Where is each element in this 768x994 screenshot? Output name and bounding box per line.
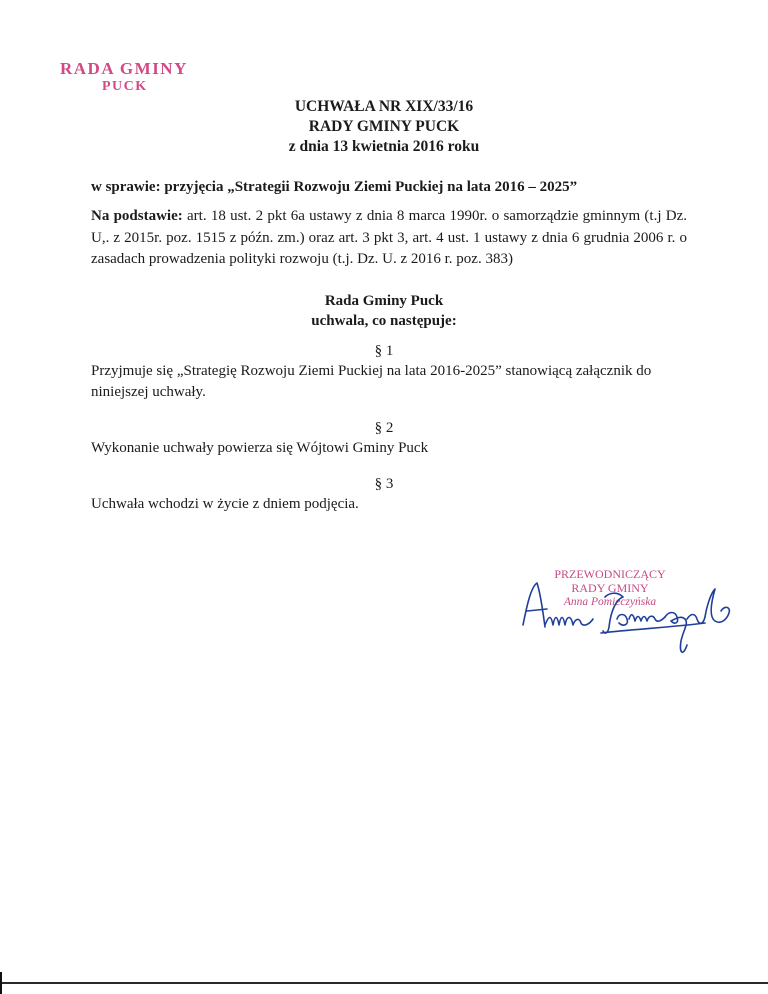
legal-basis — [91, 206, 687, 271]
resolution-subject: w sprawie: przyjęcia „Strategii Rozwoju Ziemi Puckiej na lata 2016 – 2025” — [91, 179, 578, 195]
legal-basis-text: art. 18 ust. 2 pkt 6a ustawy z dnia 8 marca 1990r. o samorządzie gminnym (t.j Dz. U,. z 2015r. poz. 1515 z późn. zm.) oraz art. 3 pkt 3, art. 4 ust. 1 ustawy z dnia 6 grudnia 2006 r. o zasadach prowadzenia polityki rozwoju (t.j. Dz. U. z 2016 r. poz. 383) — [91, 208, 687, 267]
council-stamp — [60, 60, 188, 96]
council-stamp-line1: RADA GMINY — [60, 59, 188, 78]
decree-line2: uchwala, co następuje: — [311, 313, 457, 329]
resolution-number: UCHWAŁA NR XIX/33/16 — [294, 98, 474, 115]
scan-edge-mark — [0, 972, 2, 994]
paragraph-3-text: Uchwała wchodzi w życie z dniem podjęcia. — [91, 496, 359, 512]
scan-bottom-edge — [0, 982, 768, 984]
paragraph-1-text: Przyjmuje się „Strategię Rozwoju Ziemi Puckiej na lata 2016-2025” stanowiącą załącznik do niniejszej uchwały. — [91, 363, 652, 400]
resolution-title — [0, 97, 768, 157]
resolution-issuer: RADY GMINY PUCK — [308, 118, 460, 135]
resolution-date: z dnia 13 kwietnia 2016 roku — [288, 138, 480, 155]
chairperson-stamp-line2: RADY GMINY — [571, 581, 649, 595]
decree-line1: Rada Gminy Puck — [324, 293, 444, 309]
chairperson-name: Anna Pomieczyńska — [563, 596, 657, 608]
paragraph-3-mark: § 3 — [374, 476, 394, 492]
paragraph-2-text: Wykonanie uchwały powierza się Wójtowi Gminy Puck — [91, 440, 429, 456]
decree-heading — [0, 291, 768, 331]
handwritten-signature — [505, 575, 755, 665]
paragraph-2-mark: § 2 — [374, 420, 394, 436]
legal-basis-label: Na podstawie: — [91, 208, 183, 224]
chairperson-stamp-line1: PRZEWODNICZĄCY — [554, 567, 666, 581]
council-stamp-line2: PUCK — [102, 79, 148, 94]
paragraph-1-mark: § 1 — [374, 343, 394, 359]
